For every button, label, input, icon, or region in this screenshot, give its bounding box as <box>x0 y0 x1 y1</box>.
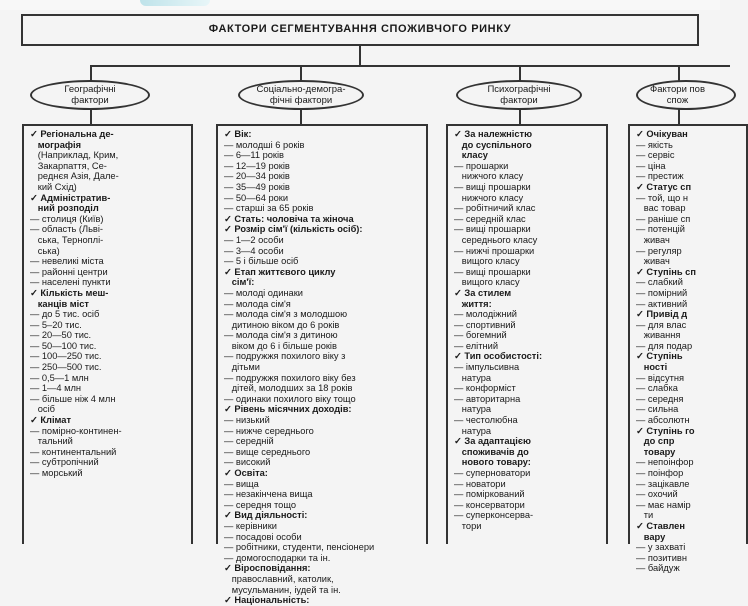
category-oval-behavioral <box>636 80 736 110</box>
factor-heading: ✓ Розмір сім'ї (кількість осіб): <box>224 224 363 235</box>
factor-item: вищого класу <box>454 256 520 267</box>
factor-item: осіб <box>30 404 55 415</box>
factor-heading: споживачів до <box>454 446 529 457</box>
column-psychographic <box>446 124 608 544</box>
factor-item: — 12—19 років <box>224 160 290 171</box>
factor-item: — активний <box>636 298 688 309</box>
factor-item: — консерватори <box>454 499 525 510</box>
factor-item: — до 5 тис. осіб <box>30 309 100 320</box>
factor-item: — субтропічний <box>30 457 99 468</box>
factor-item: — робітничий клас <box>454 203 536 214</box>
factor-heading: ✓ Вид діяльності: <box>224 510 308 521</box>
factor-item: живання <box>636 330 681 341</box>
factor-item: — молоді одинаки <box>224 287 303 298</box>
factor-item: — якість <box>636 139 673 150</box>
factor-heading: ✓ Тип особистості: <box>454 351 543 362</box>
title-box <box>21 14 699 46</box>
factor-item: — нижче середнього <box>224 425 314 436</box>
factor-heading: ний розподіл <box>30 203 99 214</box>
factor-heading: до спр <box>636 436 675 447</box>
category-label-line: Географічні <box>64 84 116 95</box>
factor-heading: мографія <box>30 139 82 150</box>
factor-item: — морський <box>30 468 83 478</box>
factor-item: вищого класу <box>454 277 520 288</box>
factor-item: — регуляр <box>636 245 682 256</box>
factor-heading: ✓ Ставлен <box>636 520 685 531</box>
factor-item: — 50—100 тис. <box>30 340 97 351</box>
factor-heading: ✓ Привід д <box>636 309 688 320</box>
factor-item: живач <box>636 256 670 267</box>
category-oval-geographic <box>30 80 150 110</box>
factor-item: — середній <box>224 436 274 447</box>
connector-psycho-col <box>519 109 521 125</box>
factor-heading: ✓ Стать: чоловіча та жіноча <box>224 213 354 224</box>
factor-item: — абсолютн <box>636 415 690 426</box>
factor-item: — одинаки похилого віку тощо <box>224 393 356 404</box>
factor-item: — потенцій <box>636 224 685 235</box>
category-oval-psychographic <box>456 80 582 110</box>
factor-item: — поміркований <box>454 489 525 500</box>
factor-item: — домогосподарки та ін. <box>224 552 331 563</box>
connector-socio <box>300 65 302 81</box>
diagram-title: ФАКТОРИ СЕГМЕНТУВАННЯ СПОЖИВЧОГО РИНКУ <box>208 23 512 35</box>
factor-item: — слабкий <box>636 277 683 288</box>
factor-item: — 1—4 млн <box>30 383 82 394</box>
factor-item: реднєя Азія, Дале- <box>30 171 119 182</box>
factor-item: тальний <box>30 436 73 447</box>
factor-item: Закарпаття, Се- <box>30 160 107 171</box>
factor-heading: ✓ Ступінь <box>636 351 683 362</box>
factor-item: дітей, молодших за 18 років <box>224 383 353 394</box>
factor-item: — невеликі міста <box>30 256 104 267</box>
factor-item: — авторитарна <box>454 393 521 404</box>
factor-item: — нижчі прошарки <box>454 245 535 256</box>
factor-item: — ціна <box>636 160 666 171</box>
factor-item: ти <box>636 510 654 521</box>
factor-item: — сильна <box>636 404 679 415</box>
factor-item: — прошарки <box>454 160 509 171</box>
factor-item: — честолюбна <box>454 415 518 426</box>
factor-heading: ✓ Адміністратив- <box>30 192 111 203</box>
factor-item: — помірно-континен- <box>30 425 122 436</box>
factor-item: — 50—64 роки <box>224 192 289 203</box>
connector-socio-col <box>300 109 302 125</box>
factor-item: — для подар <box>636 340 693 351</box>
factor-item: — 3—4 особи <box>224 245 284 256</box>
factor-item: середнього класу <box>454 234 538 245</box>
factor-item: — поінфор <box>636 468 684 478</box>
factor-item: живач <box>636 234 670 245</box>
factor-item: — 35—49 років <box>224 181 290 192</box>
decorative-accent <box>140 0 210 6</box>
factor-heading: ✓ Вік: <box>224 129 252 139</box>
factor-item: тори <box>454 520 482 531</box>
factor-heading: ності <box>636 362 668 373</box>
factor-item: — робітники, студенти, пенсіонери <box>224 542 375 553</box>
factor-item: (Наприклад, Крим, <box>30 150 119 161</box>
factor-heading: ✓ Ступінь го <box>636 425 695 436</box>
factor-item: мусульманин, іудей та ін. <box>224 584 341 595</box>
factor-heading: канців міст <box>30 298 89 309</box>
factor-item: — вищі прошарки <box>454 224 531 235</box>
factor-item: — 250—500 тис. <box>30 362 102 373</box>
category-label-line: Фактори пов <box>650 84 706 95</box>
factor-item: — суперконсерва- <box>454 510 534 521</box>
factor-item: — керівники <box>224 520 277 531</box>
category-label-line: Соціально-демогра- <box>256 84 346 95</box>
factor-item: — подружжя похилого віку без <box>224 372 356 383</box>
factor-item: — столиця (Київ) <box>30 213 104 224</box>
connector-geo <box>90 65 92 81</box>
factor-item: натура <box>454 425 492 436</box>
connector-horizontal <box>90 65 730 67</box>
factor-item: — 20—34 років <box>224 171 290 182</box>
factor-item: — районні центри <box>30 266 108 277</box>
factor-heading: сім'ї: <box>224 277 255 288</box>
factor-item: — 1—2 особи <box>224 234 284 245</box>
factor-item: — населені пункти <box>30 277 111 288</box>
factor-item: — континентальний <box>30 446 117 457</box>
connector-psycho <box>519 65 521 81</box>
factor-item: — сервіс <box>636 150 675 161</box>
factor-item: натура <box>454 372 492 383</box>
factor-item: — новатори <box>454 478 506 489</box>
factor-item: — раніше сп <box>636 213 691 224</box>
factor-item: — 100—250 тис. <box>30 351 102 362</box>
factor-heading: ✓ За стилем <box>454 287 512 298</box>
factor-item: — для влас <box>636 319 687 330</box>
factor-item: — 6—11 років <box>224 150 284 161</box>
factor-item: вас товар <box>636 203 686 214</box>
top-band <box>0 0 720 10</box>
factor-item: — охочий <box>636 489 678 500</box>
factor-item: — слабка <box>636 383 678 394</box>
factor-heading: життя: <box>454 298 492 309</box>
factor-item: — позитивн <box>636 552 687 563</box>
category-label-line: спож <box>666 95 689 106</box>
factor-item: дітьми <box>224 362 260 373</box>
factor-item: — молода сім'я <box>224 298 291 309</box>
factor-item: — молода сім'я з молодшою <box>224 309 348 320</box>
factor-item: натура <box>454 404 492 415</box>
factor-item: — молодші 6 років <box>224 139 305 150</box>
factor-item: — середній клас <box>454 213 526 224</box>
category-oval-socio-demographic <box>238 80 364 110</box>
factor-item: нижчого класу <box>454 171 524 182</box>
factor-item: — вище середнього <box>224 446 311 457</box>
factor-item: — непоінфор <box>636 457 694 468</box>
factor-item: — середня тощо <box>224 499 297 510</box>
factor-item: — конформіст <box>454 383 516 394</box>
factor-item: — середня <box>636 393 684 404</box>
column-geographic <box>22 124 193 544</box>
factor-heading: ✓ Статус сп <box>636 181 692 192</box>
factor-heading: ✓ Освіта: <box>224 468 268 478</box>
factor-heading: до суспільного <box>454 139 532 150</box>
factor-item: — молодіжний <box>454 309 517 320</box>
factor-heading: вару <box>636 531 666 542</box>
factor-item: — 0,5—1 млн <box>30 372 89 383</box>
factor-heading: ✓ Ступінь сп <box>636 266 696 277</box>
factor-item: — область (Льві- <box>30 224 104 235</box>
factor-item: нижчого класу <box>454 192 524 203</box>
connector-behav <box>678 65 680 81</box>
factor-item: — високий <box>224 457 271 468</box>
factor-item: — спортивний <box>454 319 516 330</box>
connector-geo-col <box>90 109 92 125</box>
factor-item: кий Схід) <box>30 181 77 192</box>
factor-item: ська, Терноплі- <box>30 234 104 245</box>
factor-item: — елітний <box>454 340 499 351</box>
factor-item: — суперноватори <box>454 468 531 478</box>
factor-heading: ✓ Віросповідання: <box>224 563 311 574</box>
factor-item: — імпульсивна <box>454 362 520 373</box>
factor-item: — престиж <box>636 171 684 182</box>
factor-heading: ✓ Рівень місячних доходів: <box>224 404 352 415</box>
factor-item: православний, католик, <box>224 573 334 584</box>
factor-item: — 5 і більше осіб <box>224 256 299 267</box>
factor-item: — посадові особи <box>224 531 302 542</box>
factor-item: — незакінчена вища <box>224 489 313 500</box>
factor-item: ська) <box>30 245 60 256</box>
factor-item: дитиною віком до 6 років <box>224 319 340 330</box>
factor-heading: ✓ Етап життєвого циклу <box>224 266 336 277</box>
column-behavioral <box>628 124 748 574</box>
factor-heading: ✓ Очікуван <box>636 129 688 139</box>
factor-item: — більше ніж 4 млн <box>30 393 116 404</box>
factor-heading: ✓ За адаптацією <box>454 436 531 447</box>
factor-item: — вищі прошарки <box>454 266 531 277</box>
factor-heading: товару <box>636 446 676 457</box>
factor-item: — 20—50 тис. <box>30 330 92 341</box>
factor-heading: ✓ Кількість меш- <box>30 287 109 298</box>
factor-heading: ✓ Клімат <box>30 415 72 426</box>
factor-item: — зацікавле <box>636 478 690 489</box>
factor-item: — низький <box>224 415 270 426</box>
category-label-line: фічні фактори <box>269 95 333 106</box>
factor-item: — байдуж <box>636 563 680 574</box>
factor-item: — помірний <box>636 287 688 298</box>
factor-heading: ✓ За належністю <box>454 129 533 139</box>
connector-behav-col <box>678 109 680 125</box>
factor-item: — у захваті <box>636 542 686 553</box>
factor-heading: ✓ Регіональна де- <box>30 129 114 139</box>
category-label-line: Психографічні <box>487 84 551 95</box>
factor-item: — вищі прошарки <box>454 181 531 192</box>
factor-item: — той, що н <box>636 192 688 203</box>
factor-item: — має намір <box>636 499 691 510</box>
factor-heading: ✓ Національність: <box>224 595 310 606</box>
factor-heading: нового товару: <box>454 457 531 468</box>
factor-item: — подружжя похилого віку з <box>224 351 346 362</box>
column-socio-demographic <box>216 124 428 606</box>
factor-item: — вища <box>224 478 259 489</box>
connector-title-down <box>359 46 361 66</box>
factor-item: — відсутня <box>636 372 685 383</box>
factor-item: — богемний <box>454 330 507 341</box>
factor-item: — молода сім'я з дитиною <box>224 330 338 341</box>
factor-item: віком до 6 і більше років <box>224 340 337 351</box>
factor-item: — 5–20 тис. <box>30 319 82 330</box>
category-label-line: фактори <box>500 95 538 106</box>
factor-item: — старші за 65 років <box>224 203 314 214</box>
category-label-line: фактори <box>71 95 109 106</box>
factor-heading: класу <box>454 150 488 161</box>
